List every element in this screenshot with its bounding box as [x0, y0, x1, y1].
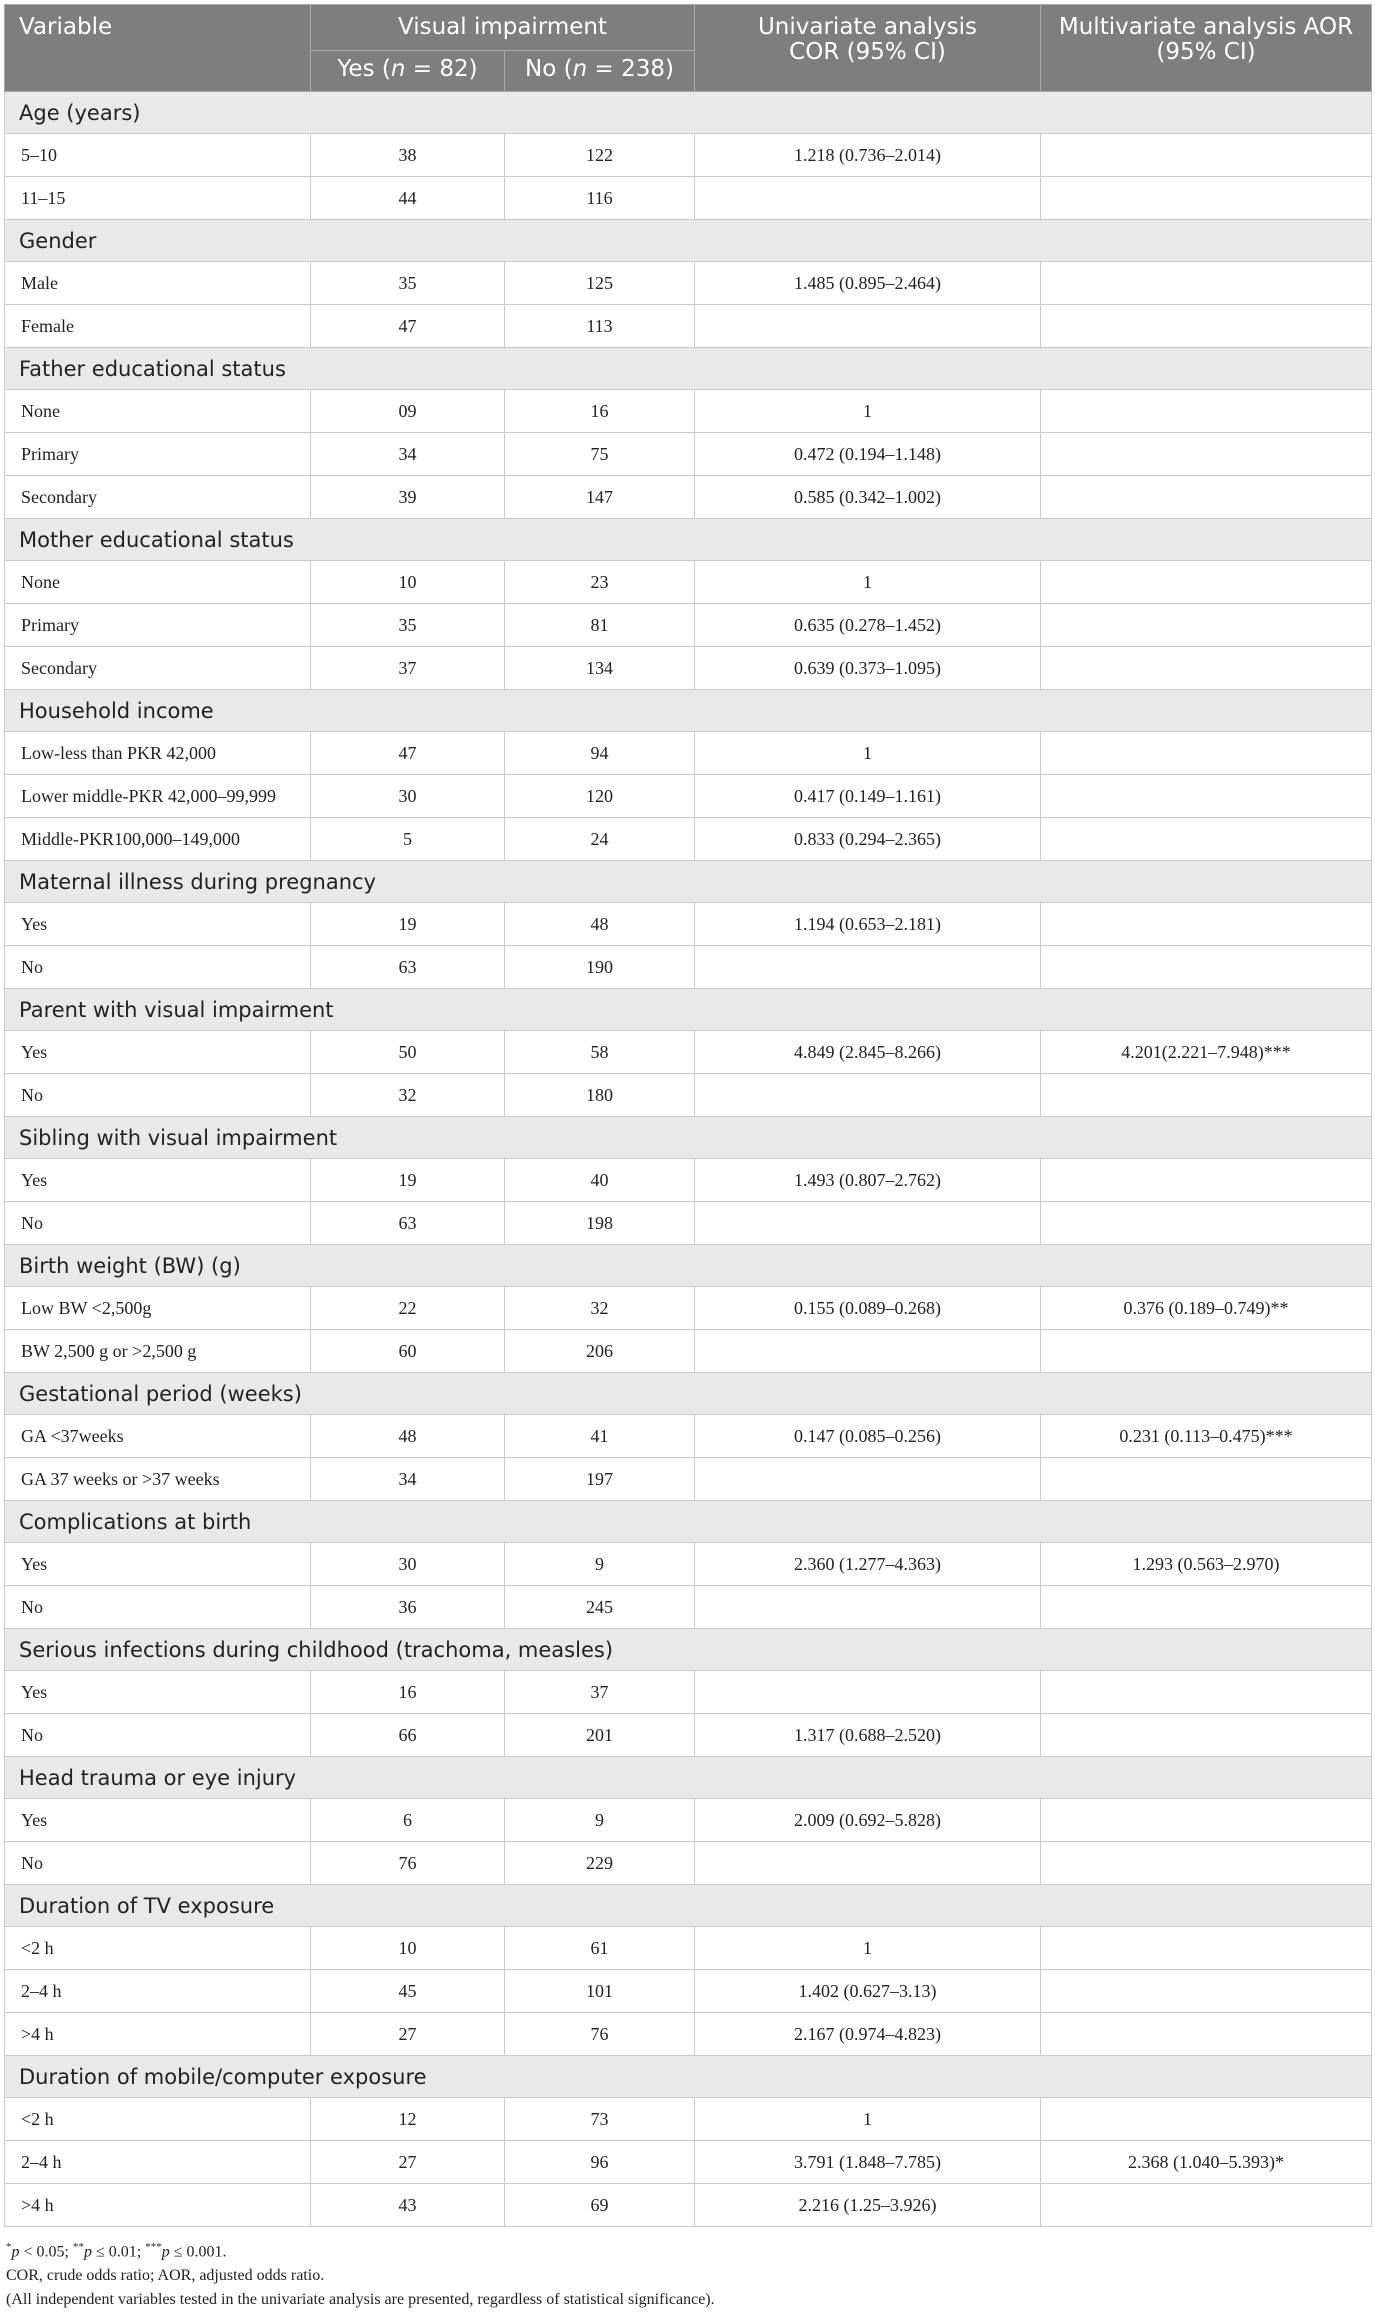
cell-yes: 34: [311, 1458, 505, 1501]
cell-yes: 45: [311, 1970, 505, 2013]
cell-no: 197: [505, 1458, 695, 1501]
cell-cor: 1: [695, 732, 1041, 775]
cell-yes: 12: [311, 2098, 505, 2141]
row-label: >4 h: [5, 2013, 311, 2056]
cell-no: 48: [505, 903, 695, 946]
section-title: Head trauma or eye injury: [5, 1757, 1372, 1799]
header-variable: Variable: [5, 5, 311, 92]
footnote-abbreviations: COR, crude odds ratio; AOR, adjusted odds ratio.: [6, 2267, 325, 2285]
cell-cor: [695, 1330, 1041, 1373]
header-multivariate: Multivariate analysis AOR (95% CI): [1041, 5, 1372, 92]
cell-cor: 0.417 (0.149–1.161): [695, 775, 1041, 818]
cell-no: 69: [505, 2184, 695, 2227]
cell-yes: 19: [311, 1159, 505, 1202]
cell-cor: 1: [695, 2098, 1041, 2141]
table-row: [5, 1330, 1372, 1373]
cell-no: 32: [505, 1287, 695, 1330]
cell-aor: [1041, 1330, 1372, 1373]
cell-aor: 0.376 (0.189–0.749)**: [1041, 1287, 1372, 1330]
cell-cor: 2.216 (1.25–3.926): [695, 2184, 1041, 2227]
table-row: [5, 604, 1372, 647]
section-row: [5, 1373, 1372, 1415]
row-label: Low BW <2,500g: [5, 1287, 311, 1330]
cell-yes: 39: [311, 476, 505, 519]
cell-yes: 10: [311, 1927, 505, 1970]
section-row: [5, 2056, 1372, 2098]
cell-aor: [1041, 305, 1372, 348]
section-row: [5, 1757, 1372, 1799]
cell-cor: 1.402 (0.627–3.13): [695, 1970, 1041, 2013]
cell-cor: 0.472 (0.194–1.148): [695, 433, 1041, 476]
table-row: [5, 134, 1372, 177]
cell-yes: 16: [311, 1671, 505, 1714]
cell-yes: 22: [311, 1287, 505, 1330]
cell-cor: 1.218 (0.736–2.014): [695, 134, 1041, 177]
section-title: Sibling with visual impairment: [5, 1117, 1372, 1159]
cell-no: 147: [505, 476, 695, 519]
cell-aor: [1041, 134, 1372, 177]
row-label: No: [5, 1074, 311, 1117]
cell-no: 134: [505, 647, 695, 690]
table-row: [5, 2184, 1372, 2227]
cell-yes: 60: [311, 1330, 505, 1373]
row-label: None: [5, 390, 311, 433]
cell-no: 37: [505, 1671, 695, 1714]
section-title: Parent with visual impairment: [5, 989, 1372, 1031]
cell-no: 96: [505, 2141, 695, 2184]
cell-cor: 3.791 (1.848–7.785): [695, 2141, 1041, 2184]
section-row: [5, 690, 1372, 732]
table-row: [5, 818, 1372, 861]
table-row: [5, 561, 1372, 604]
section-row: [5, 861, 1372, 903]
cell-cor: 0.639 (0.373–1.095): [695, 647, 1041, 690]
cell-aor: [1041, 2184, 1372, 2227]
cell-aor: [1041, 561, 1372, 604]
row-label: Secondary: [5, 647, 311, 690]
table-row: [5, 1415, 1372, 1458]
row-label: <2 h: [5, 1927, 311, 1970]
cell-aor: [1041, 1586, 1372, 1629]
cell-yes: 48: [311, 1415, 505, 1458]
section-row: [5, 1501, 1372, 1543]
section-title: Birth weight (BW) (g): [5, 1245, 1372, 1287]
table-row: [5, 433, 1372, 476]
cell-cor: 0.635 (0.278–1.452): [695, 604, 1041, 647]
cell-aor: [1041, 262, 1372, 305]
cell-aor: [1041, 1799, 1372, 1842]
header-no: No (n = 238): [505, 51, 695, 92]
cell-yes: 30: [311, 1543, 505, 1586]
row-label: 5–10: [5, 134, 311, 177]
cell-cor: 0.155 (0.089–0.268): [695, 1287, 1041, 1330]
cell-aor: [1041, 1842, 1372, 1885]
section-row: [5, 1629, 1372, 1671]
cell-yes: 6: [311, 1799, 505, 1842]
row-label: No: [5, 1842, 311, 1885]
cell-yes: 35: [311, 262, 505, 305]
table-row: [5, 1074, 1372, 1117]
cell-yes: 38: [311, 134, 505, 177]
cell-cor: 1: [695, 390, 1041, 433]
cell-aor: [1041, 903, 1372, 946]
cell-aor: [1041, 390, 1372, 433]
cell-yes: 30: [311, 775, 505, 818]
table-row: [5, 177, 1372, 220]
section-row: [5, 989, 1372, 1031]
cell-yes: 10: [311, 561, 505, 604]
section-title: Serious infections during childhood (trachoma, measles): [5, 1629, 1372, 1671]
row-label: 2–4 h: [5, 1970, 311, 2013]
cell-cor: 1.317 (0.688–2.520): [695, 1714, 1041, 1757]
section-row: [5, 519, 1372, 561]
cell-cor: [695, 1671, 1041, 1714]
cell-aor: 1.293 (0.563–2.970): [1041, 1543, 1372, 1586]
cell-cor: 1: [695, 1927, 1041, 1970]
table-row: [5, 1458, 1372, 1501]
cell-no: 229: [505, 1842, 695, 1885]
cell-cor: 1.485 (0.895–2.464): [695, 262, 1041, 305]
cell-no: 245: [505, 1586, 695, 1629]
cell-aor: [1041, 1671, 1372, 1714]
cell-yes: 44: [311, 177, 505, 220]
header-visual-impairment: Visual impairment: [311, 5, 695, 51]
cell-no: 198: [505, 1202, 695, 1245]
cell-yes: 66: [311, 1714, 505, 1757]
footnote-note: (All independent variables tested in the univariate analysis are presented, regardless of statistical significance).: [6, 2291, 715, 2309]
cell-no: 40: [505, 1159, 695, 1202]
cell-aor: [1041, 2098, 1372, 2141]
cell-yes: 63: [311, 1202, 505, 1245]
cell-no: 61: [505, 1927, 695, 1970]
cell-yes: 50: [311, 1031, 505, 1074]
cell-yes: 27: [311, 2141, 505, 2184]
cell-aor: [1041, 1202, 1372, 1245]
cell-no: 206: [505, 1330, 695, 1373]
cell-no: 41: [505, 1415, 695, 1458]
table-body: [5, 92, 1372, 2227]
footnotes: [4, 2235, 1371, 2312]
cell-yes: 37: [311, 647, 505, 690]
row-label: Yes: [5, 1799, 311, 1842]
cell-cor: 1: [695, 561, 1041, 604]
cell-aor: [1041, 1970, 1372, 2013]
cell-yes: 36: [311, 1586, 505, 1629]
table-row: [5, 2013, 1372, 2056]
cell-no: 113: [505, 305, 695, 348]
cell-no: 9: [505, 1543, 695, 1586]
table-container: [4, 4, 1371, 2312]
cell-yes: 76: [311, 1842, 505, 1885]
row-label: Yes: [5, 1671, 311, 1714]
cell-no: 120: [505, 775, 695, 818]
cell-no: 23: [505, 561, 695, 604]
table-row: [5, 1970, 1372, 2013]
section-title: Mother educational status: [5, 519, 1372, 561]
cell-cor: 2.009 (0.692–5.828): [695, 1799, 1041, 1842]
table-row: [5, 647, 1372, 690]
table-row: [5, 1671, 1372, 1714]
table-row: [5, 476, 1372, 519]
row-label: Female: [5, 305, 311, 348]
cell-aor: [1041, 946, 1372, 989]
section-row: [5, 348, 1372, 390]
cell-yes: 32: [311, 1074, 505, 1117]
table-row: [5, 1714, 1372, 1757]
cell-cor: 1.493 (0.807–2.762): [695, 1159, 1041, 1202]
cell-cor: [695, 1842, 1041, 1885]
cell-cor: 2.360 (1.277–4.363): [695, 1543, 1041, 1586]
cell-aor: [1041, 2013, 1372, 2056]
section-title: Gestational period (weeks): [5, 1373, 1372, 1415]
section-title: Duration of mobile/computer exposure: [5, 2056, 1372, 2098]
cell-cor: 2.167 (0.974–4.823): [695, 2013, 1041, 2056]
cell-aor: [1041, 177, 1372, 220]
table-row: [5, 390, 1372, 433]
table-row: [5, 732, 1372, 775]
row-label: 2–4 h: [5, 2141, 311, 2184]
cell-cor: [695, 1202, 1041, 1245]
cell-no: 125: [505, 262, 695, 305]
cell-no: 75: [505, 433, 695, 476]
section-row: [5, 220, 1372, 262]
cell-aor: [1041, 1074, 1372, 1117]
cell-cor: 1.194 (0.653–2.181): [695, 903, 1041, 946]
cell-no: 76: [505, 2013, 695, 2056]
table-row: [5, 305, 1372, 348]
table-row: [5, 775, 1372, 818]
cell-aor: 4.201(2.221–7.948)***: [1041, 1031, 1372, 1074]
cell-aor: [1041, 476, 1372, 519]
cell-no: 94: [505, 732, 695, 775]
cell-aor: 2.368 (1.040–5.393)*: [1041, 2141, 1372, 2184]
row-label: Primary: [5, 433, 311, 476]
table-row: [5, 946, 1372, 989]
risk-factor-table: [4, 4, 1372, 2227]
row-label: Yes: [5, 1543, 311, 1586]
section-title: Duration of TV exposure: [5, 1885, 1372, 1927]
table-row: [5, 1586, 1372, 1629]
table-row: [5, 1799, 1372, 1842]
cell-no: 16: [505, 390, 695, 433]
section-row: [5, 1245, 1372, 1287]
section-title: Age (years): [5, 92, 1372, 134]
cell-no: 116: [505, 177, 695, 220]
table-row: [5, 1842, 1372, 1885]
cell-aor: [1041, 1458, 1372, 1501]
row-label: Secondary: [5, 476, 311, 519]
cell-yes: 47: [311, 305, 505, 348]
cell-no: 190: [505, 946, 695, 989]
header-univariate: Univariate analysis COR (95% CI): [695, 5, 1041, 92]
cell-cor: [695, 305, 1041, 348]
row-label: 11–15: [5, 177, 311, 220]
cell-no: 24: [505, 818, 695, 861]
section-title: Gender: [5, 220, 1372, 262]
table-row: [5, 1543, 1372, 1586]
row-label: No: [5, 946, 311, 989]
table-row: [5, 2098, 1372, 2141]
row-label: >4 h: [5, 2184, 311, 2227]
section-title: Household income: [5, 690, 1372, 732]
row-label: <2 h: [5, 2098, 311, 2141]
row-label: No: [5, 1202, 311, 1245]
row-label: Low-less than PKR 42,000: [5, 732, 311, 775]
row-label: Primary: [5, 604, 311, 647]
row-label: BW 2,500 g or >2,500 g: [5, 1330, 311, 1373]
table-row: [5, 2141, 1372, 2184]
table-row: [5, 1287, 1372, 1330]
cell-yes: 34: [311, 433, 505, 476]
cell-no: 201: [505, 1714, 695, 1757]
cell-no: 101: [505, 1970, 695, 2013]
cell-yes: 35: [311, 604, 505, 647]
cell-yes: 47: [311, 732, 505, 775]
cell-no: 81: [505, 604, 695, 647]
cell-yes: 43: [311, 2184, 505, 2227]
row-label: GA <37weeks: [5, 1415, 311, 1458]
table-row: [5, 903, 1372, 946]
section-row: [5, 1117, 1372, 1159]
header-yes: Yes (n = 82): [311, 51, 505, 92]
table-row: [5, 1927, 1372, 1970]
cell-aor: [1041, 1927, 1372, 1970]
cell-aor: [1041, 647, 1372, 690]
row-label: Male: [5, 262, 311, 305]
cell-yes: 5: [311, 818, 505, 861]
cell-no: 180: [505, 1074, 695, 1117]
cell-aor: [1041, 818, 1372, 861]
cell-aor: [1041, 604, 1372, 647]
cell-aor: [1041, 732, 1372, 775]
cell-aor: 0.231 (0.113–0.475)***: [1041, 1415, 1372, 1458]
cell-cor: 0.585 (0.342–1.002): [695, 476, 1041, 519]
row-label: Yes: [5, 1031, 311, 1074]
table-row: [5, 1202, 1372, 1245]
row-label: Yes: [5, 903, 311, 946]
cell-aor: [1041, 433, 1372, 476]
cell-cor: [695, 1074, 1041, 1117]
cell-no: 122: [505, 134, 695, 177]
cell-yes: 09: [311, 390, 505, 433]
cell-cor: [695, 946, 1041, 989]
table-row: [5, 1031, 1372, 1074]
cell-cor: 4.849 (2.845–8.266): [695, 1031, 1041, 1074]
section-row: [5, 92, 1372, 134]
section-title: Complications at birth: [5, 1501, 1372, 1543]
section-title: Father educational status: [5, 348, 1372, 390]
cell-aor: [1041, 1714, 1372, 1757]
row-label: Yes: [5, 1159, 311, 1202]
cell-aor: [1041, 1159, 1372, 1202]
cell-no: 58: [505, 1031, 695, 1074]
cell-yes: 63: [311, 946, 505, 989]
row-label: None: [5, 561, 311, 604]
row-label: GA 37 weeks or >37 weeks: [5, 1458, 311, 1501]
row-label: Lower middle-PKR 42,000–99,999: [5, 775, 311, 818]
row-label: No: [5, 1586, 311, 1629]
cell-cor: [695, 177, 1041, 220]
section-title: Maternal illness during pregnancy: [5, 861, 1372, 903]
cell-no: 73: [505, 2098, 695, 2141]
cell-cor: [695, 1586, 1041, 1629]
table-row: [5, 1159, 1372, 1202]
row-label: No: [5, 1714, 311, 1757]
section-row: [5, 1885, 1372, 1927]
cell-cor: 0.833 (0.294–2.365): [695, 818, 1041, 861]
table-row: [5, 262, 1372, 305]
cell-cor: [695, 1458, 1041, 1501]
footnote-significance: *p < 0.05; **p ≤ 0.01; ***p ≤ 0.001.: [6, 2241, 227, 2261]
cell-no: 9: [505, 1799, 695, 1842]
row-label: Middle-PKR100,000–149,000: [5, 818, 311, 861]
cell-yes: 19: [311, 903, 505, 946]
cell-cor: 0.147 (0.085–0.256): [695, 1415, 1041, 1458]
cell-yes: 27: [311, 2013, 505, 2056]
cell-aor: [1041, 775, 1372, 818]
